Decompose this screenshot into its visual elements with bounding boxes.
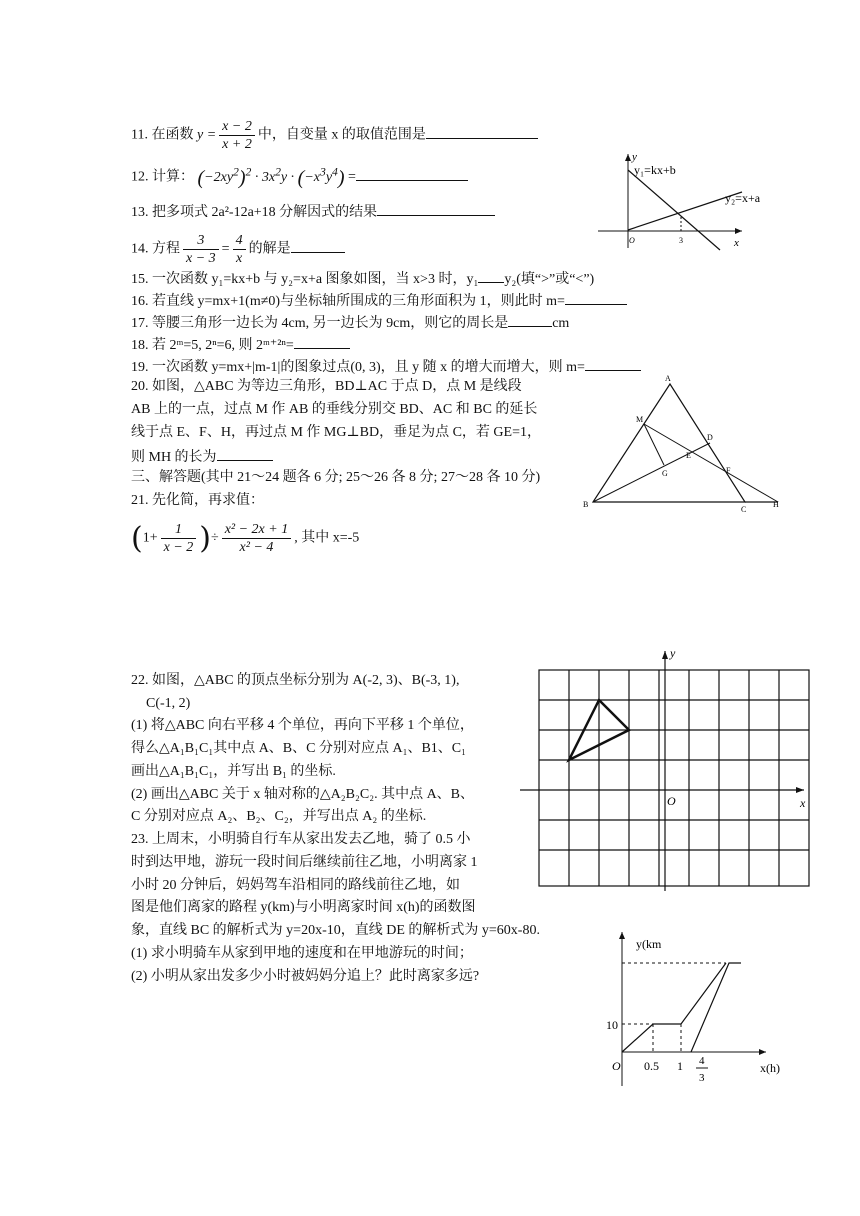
fraction: $\frac{4}{x}$ bbox=[233, 232, 246, 267]
svg-text:B: B bbox=[583, 500, 589, 509]
question-14: 14. 方程 $\frac{3}{x - 3}$ = $\frac{4}{x}$ 的解是 bbox=[131, 232, 345, 267]
question-22-line-2: C(-1, 2) bbox=[146, 696, 191, 711]
answer-blank[interactable] bbox=[217, 446, 273, 461]
svg-text:y: y bbox=[632, 151, 637, 163]
figure-q22-grid bbox=[520, 645, 820, 891]
svg-text:3: 3 bbox=[699, 1072, 705, 1084]
svg-text:x: x bbox=[734, 237, 739, 249]
section-3-heading: 三、解答题(其中 21～24 题各 6 分; 25～26 各 8 分; 27～28 各 10 分) bbox=[131, 470, 541, 485]
line-y1 bbox=[628, 170, 720, 250]
svg-text:D: D bbox=[707, 433, 713, 442]
question-20-line-1: 20. 如图，△ABC 为等边三角形，BD⊥AC 于点 D，点 M 是线段 bbox=[131, 379, 522, 394]
question-16: 16. 若直线 y=mx+1(m≠0)与坐标轴所围成的三角形面积为 1，则此时 m= bbox=[131, 290, 627, 311]
question-11: 11. 在函数 y = $\frac{x - 2}{x + 2}$ 中，自变量 x 的取值范围是 bbox=[131, 118, 538, 153]
question-22-line-3: (1) 将△ABC 向右平移 4 个单位，再向下平移 1 个单位， bbox=[131, 718, 474, 733]
question-22-line-1: 22. 如图，△ABC 的顶点坐标分别为 A(-2, 3)、B(-3, 1), bbox=[131, 673, 460, 688]
question-22-line-7: C 分别对应点 A₂、B₂、C₂，并写出点 A₂ 的坐标. bbox=[131, 809, 427, 824]
fraction: $\frac{x - 2}{x + 2}$ bbox=[219, 118, 255, 153]
question-23-line-4: 图是他们离家的路程 y(km)与小明离家时间 x(h)的函数图 bbox=[131, 900, 476, 915]
svg-text:3: 3 bbox=[679, 236, 683, 245]
svg-text:0.5: 0.5 bbox=[644, 1059, 659, 1073]
svg-text:O: O bbox=[612, 1059, 621, 1073]
fraction: $\frac{1}{x - 2}$ bbox=[161, 521, 197, 556]
question-15: 15. 一次函数 y₁=kx+b 与 y₂=x+a 图象如图，当 x>3 时，y₁ y₂(填“>”或“<”) bbox=[131, 268, 594, 289]
svg-text:1: 1 bbox=[677, 1059, 683, 1073]
question-12: 12. 计算： $(-2xy^2)^2 \cdot 3x^2y \cdot (-x^3y^4)$ = bbox=[131, 163, 468, 187]
svg-text:x: x bbox=[800, 796, 806, 810]
svg-text:y: y bbox=[670, 646, 676, 660]
answer-blank[interactable] bbox=[585, 356, 641, 371]
question-22-line-4: 得么△A₁B₁C₁其中点 A、B、C 分别对应点 A₁、B1、C₁ bbox=[131, 741, 467, 756]
svg-text:O: O bbox=[667, 794, 676, 808]
answer-blank[interactable] bbox=[565, 290, 627, 305]
svg-text:F: F bbox=[726, 466, 731, 475]
question-20-line-2: AB 上的一点，过点 M 作 AB 的垂线分别交 BD、AC 和 BC 的延长 bbox=[131, 402, 538, 417]
svg-text:G: G bbox=[662, 469, 668, 478]
svg-text:4: 4 bbox=[699, 1055, 705, 1067]
answer-blank[interactable] bbox=[291, 238, 345, 253]
question-22-line-5: 画出△A₁B₁C₁，并写出 B₁ 的坐标. bbox=[131, 764, 336, 779]
svg-text:E: E bbox=[686, 451, 691, 460]
answer-blank[interactable] bbox=[294, 334, 350, 349]
question-13: 13. 把多项式 2a²-12a+18 分解因式的结果 bbox=[131, 201, 495, 222]
fraction: $\frac{\text{x² − 2x + 1}}{\text{x² − 4}}$ bbox=[222, 521, 292, 556]
svg-text:O: O bbox=[629, 236, 635, 245]
question-20-line-3: 线于点 E、F、H，再过点 M 作 MG⊥BD，垂足为点 C，若 GE=1， bbox=[131, 425, 541, 440]
svg-text:y₁=kx+b: y₁=kx+b bbox=[634, 163, 676, 177]
figure-q20-triangle bbox=[575, 370, 785, 518]
svg-text:H: H bbox=[773, 500, 779, 509]
svg-text:y₂=x+a: y₂=x+a bbox=[725, 191, 761, 205]
answer-blank[interactable] bbox=[508, 312, 552, 327]
question-19: 19. 一次函数 y=mx+|m-1|的图象过点(0, 3)，且 y 随 x 的增大而增大，则 m= bbox=[131, 356, 641, 377]
question-22-line-6: (2) 画出△ABC 关于 x 轴对称的△A₂B₂C₂. 其中点 A、B、 bbox=[131, 787, 475, 802]
question-21-line-1: 21. 先化简，再求值： bbox=[131, 493, 264, 508]
svg-text:x(h): x(h) bbox=[760, 1061, 780, 1075]
question-18: 18. 若 2ᵐ=5, 2ⁿ=6, 则 2ᵐ⁺²ⁿ= bbox=[131, 334, 350, 355]
fraction: $\frac{3}{x - 3}$ bbox=[183, 232, 219, 267]
question-23-line-6: (1) 求小明骑车从家到甲地的速度和在甲地游玩的时间； bbox=[131, 946, 473, 961]
figure-q15-line-graph bbox=[592, 148, 761, 252]
question-23-line-5: 象，直线 BC 的解析式为 y=20x-10，直线 DE 的解析式为 y=60x-80. bbox=[131, 923, 540, 938]
question-21-expression: (1+ $\frac{1}{x - 2}$ )÷ $\frac{\text{x² − 2x + 1}}{\text{x² − 4}}$ , 其中 x=-5 bbox=[131, 521, 360, 556]
question-20-line-4: 则 MH 的长为 bbox=[131, 446, 273, 467]
svg-text:10: 10 bbox=[606, 1018, 618, 1032]
question-17: 17. 等腰三角形一边长为 4cm, 另一边长为 9cm，则它的周长是 cm bbox=[131, 312, 569, 333]
figure-q23-graph bbox=[586, 926, 796, 1090]
svg-text:A: A bbox=[665, 374, 671, 383]
svg-text:M: M bbox=[636, 415, 644, 424]
answer-blank[interactable] bbox=[356, 166, 468, 181]
answer-blank[interactable] bbox=[478, 268, 504, 283]
answer-blank[interactable] bbox=[377, 201, 495, 216]
triangle-abc bbox=[593, 384, 745, 502]
answer-blank[interactable] bbox=[426, 124, 538, 139]
question-23-line-3: 小时 20 分钟后，妈妈驾车沿相同的路线前往乙地，如 bbox=[131, 878, 460, 893]
question-23-line-2: 时到达甲地，游玩一段时间后继续前往乙地，小明离家 1 bbox=[131, 855, 478, 870]
svg-text:C: C bbox=[741, 505, 747, 514]
expression: $(-2xy^2)^2 \cdot 3x^2y \cdot (-x^3y^4)$ bbox=[197, 165, 345, 189]
question-23-line-7: (2) 小明从家出发多少小时被妈妈分追上？此时离家多远? bbox=[131, 969, 480, 984]
question-23-line-1: 23. 上周末，小明骑自行车从家出发去乙地，骑了 0.5 小 bbox=[131, 832, 471, 847]
svg-text:y(km: y(km bbox=[636, 937, 662, 951]
